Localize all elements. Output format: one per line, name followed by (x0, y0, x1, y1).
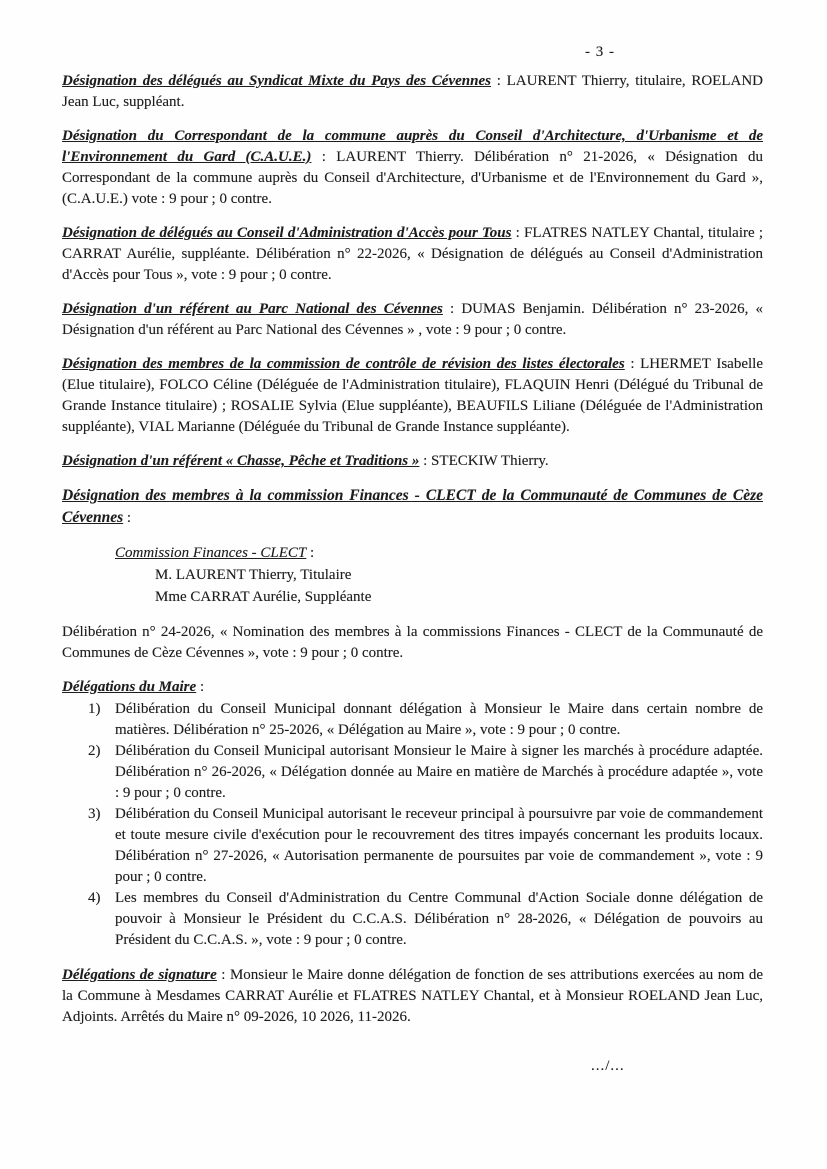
paragraph-body: : LHERMET Isabelle (Elue titulaire), FOLCO Céline (Déléguée de l'Administration titulaire), FLAQUIN Henri (Délégué du Tribunal de Grande Instance titulaire) ; ROSALIE Sylvia (Elue suppléante), BEAUFILS Liliane (Déléguée de l'Administration suppléante), VIAL Marianne (Déléguée du Tribunal de Grande Instance suppléante). (62, 356, 763, 435)
commission-title: Commission Finances - CLECT (115, 545, 307, 561)
continuation-mark: .../... (591, 1058, 625, 1074)
paragraph-caue (62, 126, 763, 210)
section-heading: Délégations du Maire (62, 679, 197, 695)
paragraph-acces-pour-tous (62, 223, 763, 286)
list-item (62, 699, 763, 741)
paragraph-heading: Délégations de signature (62, 967, 217, 983)
paragraph-deliberation-24: Délibération n° 24-2026, « Nomination des membres à la commissions Finances - CLECT de la Communauté de Communes de Cèze Cévennes », vote : 9 pour ; 0 contre. (62, 624, 763, 661)
paragraph-heading: Désignation des délégués au Syndicat Mixte du Pays des Cévennes (62, 73, 491, 89)
list-item-text: Délibération du Conseil Municipal donnant délégation à Monsieur le Maire dans certain nombre de matières. Délibération n° 25-2026, « Délégation au Maire », vote : 9 pour ; 0 contre. (115, 701, 763, 738)
paragraph-body: : Monsieur le Maire donne délégation de fonction de ses attributions exercées au nom de la Commune à Mesdames CARRAT Aurélie et FLATRES NATLEY Chantal, et à Monsieur ROELAND Jean Luc, Adjoints. Arrêtés du Maire n° 09-2026, 10 2026, 11-2026. (62, 967, 763, 1025)
list-item-text: Les membres du Conseil d'Administration du Centre Communal d'Action Sociale donne délégation de pouvoir à Monsieur le Président du C.C.A.S. Délibération n° 28-2026, « Délégation de pouvoirs au Président du C.C.A.S. », vote : 9 pour ; 0 contre. (115, 890, 763, 948)
paragraph-body: : DUMAS Benjamin. Délibération n° 23-2026, « Désignation d'un référent au Parc National des Cévennes » , vote : 9 pour ; 0 contre. (62, 301, 763, 338)
delegations-maire-list (62, 699, 763, 951)
paragraph-heading: Désignation de délégués au Conseil d'Administration d'Accès pour Tous (62, 225, 512, 241)
paragraph-body: : STECKIW Thierry. (419, 453, 549, 469)
commission-member-titulaire: M. LAURENT Thierry, Titulaire (155, 567, 352, 583)
paragraph-body: : LAURENT Thierry, titulaire, ROELAND Jean Luc, suppléant. (62, 73, 763, 110)
list-item-marker: 4) (88, 890, 101, 906)
section-heading-suffix: : (196, 679, 205, 695)
list-item (62, 804, 763, 888)
paragraph-heading: Désignation du Correspondant de la commune auprès du Conseil d'Architecture, d'Urbanisme et de l'Environnement du Gard (C.A.U.E.) (62, 128, 763, 165)
paragraph-listes-electorales (62, 354, 763, 438)
page-number: - 3 - (585, 44, 615, 60)
paragraph-heading: Désignation des membres de la commission de contrôle de révision des listes électorales (62, 356, 625, 372)
section-heading: Désignation des membres à la commission Finances - CLECT de la Communauté de Communes de Cèze Cévennes (62, 487, 763, 526)
paragraph-body: : FLATRES NATLEY Chantal, titulaire ; CARRAT Aurélie, suppléante. Délibération n° 22-2026, « Désignation de délégués au Conseil d'Administration d'Accès pour Tous », vote : 9 pour ; 0 contre. (62, 225, 763, 283)
section-heading-suffix: : (123, 510, 132, 526)
list-item-text: Délibération du Conseil Municipal autorisant Monsieur le Maire à signer les marchés à procédure adaptée. Délibération n° 26-2026, « Délégation donnée au Maire en matière de Marchés à procédure adaptée », vote : 9 pour ; 0 contre. (115, 743, 763, 801)
finances-section-heading (62, 485, 763, 529)
document-content (62, 71, 763, 1041)
paragraph-body: : LAURENT Thierry. Délibération n° 21-2026, « Désignation du Correspondant de la commune auprès du Conseil d'Architecture, d'Urbanisme et de l'Environnement du Gard », (C.A.U.E.) vote : 9 pour ; 0 contre. (62, 149, 763, 207)
list-item-marker: 3) (88, 806, 101, 822)
paragraph-chasse-peche (62, 451, 763, 472)
list-item-marker: 2) (88, 743, 101, 759)
commission-title-line (115, 542, 763, 564)
list-item-marker: 1) (88, 701, 101, 717)
list-item (62, 741, 763, 804)
paragraph-heading: Désignation d'un référent « Chasse, Pêche et Traditions » (62, 453, 420, 469)
list-item-text: Délibération du Conseil Municipal autorisant le receveur principal à poursuivre par voie de commandement et toute mesure civile d'exécution pour le recouvrement des titres impayés concernant les produits locaux. Délibération n° 27-2026, « Autorisation permanente de poursuites par voie de commandement », vote : 9 pour ; 0 contre. (115, 806, 763, 885)
list-item (62, 888, 763, 951)
commission-finances-block (115, 542, 763, 608)
paragraph-delegations-signature (62, 965, 763, 1028)
paragraph-heading: Désignation d'un référent au Parc National des Cévennes (62, 301, 443, 317)
paragraph-syndicat-mixte (62, 71, 763, 113)
delegations-maire-heading (62, 677, 763, 698)
paragraph-parc-national (62, 299, 763, 341)
commission-member-suppleante: Mme CARRAT Aurélie, Suppléante (155, 589, 372, 605)
commission-title-suffix: : (306, 545, 315, 561)
